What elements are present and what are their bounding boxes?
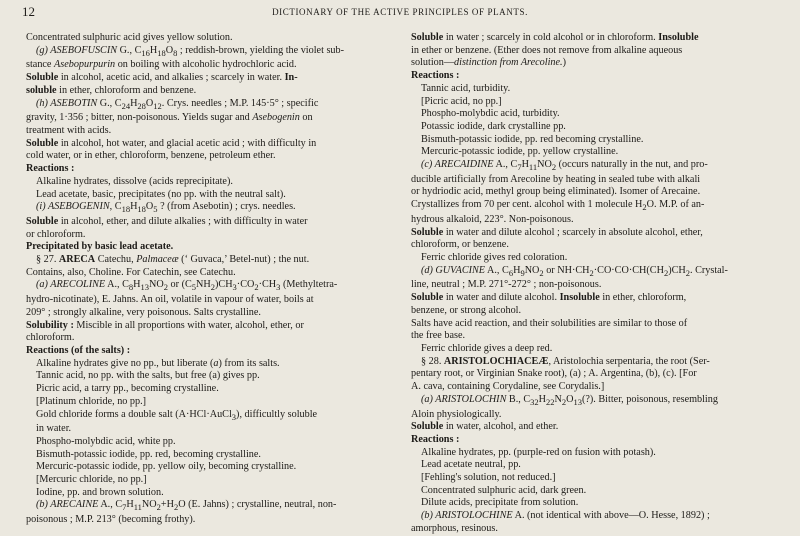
text-line: or chloroform. [26, 228, 86, 240]
entry-heading: (i) ASEBOGENIN, $C_{18}H_{18}O_5$ ? (from Asebotin) ; crys. needles. [36, 201, 296, 215]
text-line: Picric acid, a tarry pp., becoming crystalline. [36, 383, 219, 395]
text-line: [Mercuric chloride, no pp.] [36, 474, 147, 486]
text-line: Soluble in water, alcohol, and ether. [411, 421, 559, 433]
entry-heading: (g) ASEBOFUSCIN G., $C_{16}H_{18}O_8$ ; reddish-brown, yielding the violet sub- [36, 44, 344, 58]
text-line: stance Asebopurpurin on boiling with alcoholic hydrochloric acid. [26, 59, 297, 71]
text-line: Solubility : Miscible in all proportions with water, alcohol, ether, or [26, 319, 304, 331]
text-line: treatment with acids. [26, 124, 112, 136]
text-line: [Fehling's solution, not reduced.] [421, 472, 556, 484]
text-line: line, neutral ; M.P. 271°-272° ; non-poisonous. [411, 279, 602, 291]
entry-heading: (b) ARECAINE A., $C_7H_{11}NO_2+H_2O$ (E. Jahns) ; crystalline, neutral, non- [36, 499, 337, 513]
text-line: Tannic acid, no pp. with the salts, but free (a) gives pp. [36, 370, 260, 382]
text-line: Mercuric-potassic iodide, pp. yellow crystalline. [421, 146, 619, 158]
section-label: Reactions (of the salts) : [26, 345, 131, 356]
section-label: Precipitated by basic lead acetate. [26, 241, 174, 253]
text-line: Lead acetate neutral, pp. [421, 459, 521, 471]
text-line: Soluble in alcohol, ether, and dilute alkalies ; with difficulty in water [26, 215, 308, 227]
text-line: in ether or benzene. (Ether does not remove from alkaline aqueous [411, 44, 683, 56]
entry-heading: (c) ARECAIDINE A., $C_7H_{11}NO_2$ (occurs naturally in the nut, and pro- [421, 159, 708, 173]
text-line: Bismuth-potassic iodide, pp. red, becoming crystalline. [36, 448, 261, 460]
text-line: A. cava, containing Corydaline, see Corydalis.] [411, 381, 605, 393]
text-line: Potassic iodide, dark crystalline pp. [421, 120, 566, 132]
left-column [26, 32, 398, 527]
section-label: Reactions : [26, 163, 75, 175]
entry-heading: (d) GUVACINE A., $C_6H_9NO_2$ or $NH\cdot CH_2\cdot CO\cdot CO\cdot CH(CH_2)CH_2$. Crystal- [421, 264, 728, 278]
entry-heading: (a) ARISTOLOCHIN B., $C_{32}H_{22}N_2O_{13}(?)$. Bitter, poisonous, resembling [421, 393, 718, 407]
text-line: poisonous ; M.P. 213° (becoming frothy). [26, 514, 196, 526]
text-line: benzene, or strong alcohol. [411, 304, 522, 316]
text-line: Bismuth-potassic iodide, pp. red becoming crystalline. [421, 133, 644, 145]
text-line: Salts have acid reaction, and their solubilities are similar to those of [411, 317, 688, 329]
text-line: Crystallizes from 70 per cent. alcohol with 1 molecule $H_2O$. M.P. of an- [411, 199, 705, 213]
text-line: hydrous alkaloid, 223°. Non-poisonous. [411, 213, 574, 225]
text-line: Alkaline hydrates give no pp., but liberate (a) from its salts. [36, 357, 280, 369]
text-line: Lead acetate, basic, precipitates (no pp. with the neutral salt). [36, 188, 286, 200]
text-line: Soluble in water and dilute alcohol ; scarcely in absolute alcohol, ether, [411, 226, 703, 238]
text-line: 209° ; strongly alkaline, very poisonous. Salts crystalline. [26, 306, 261, 318]
text-line: Soluble in water and dilute alcohol. Insoluble in ether, chloroform, [411, 292, 687, 304]
text-line: [Platinum chloride, no pp.] [36, 395, 147, 407]
text-line: the free base. [411, 330, 466, 342]
page-header [0, 0, 800, 26]
text-line: Soluble in water ; scarcely in cold alcohol or in chloroform. Insoluble [411, 32, 699, 43]
text-line: Tannic acid, turbidity. [421, 82, 511, 94]
text-line: pentary root, or Virginian Snake root), (a) ; A. Argentina, (b), (c). [For [411, 368, 697, 380]
text-line: Soluble in alcohol, acetic acid, and alkalies ; scarcely in water. In- [26, 72, 298, 84]
text-line: Concentrated sulphuric acid gives yellow solution. [26, 32, 233, 43]
running-head: DICTIONARY OF THE ACTIVE PRINCIPLES OF PLANTS. [272, 7, 528, 17]
entry-heading: (b) ARISTOLOCHINE A. (not identical with above—O. Hesse, 1892) ; [421, 510, 710, 522]
text-line: Phospho-molybdic acid, turbidity. [421, 108, 560, 120]
section-heading: § 27. ARECA Catechu, Palmaceæ (‘ Guvaca,’ Betel-nut) ; the nut. [36, 254, 310, 266]
text-line: chloroform, or benzene. [411, 239, 509, 251]
right-column [411, 32, 785, 536]
entry-heading: (h) ASEBOTIN G., $C_{24}H_{28}O_{12}$. Crys. needles ; M.P. 145·5° ; specific [36, 97, 319, 111]
page-number: 12 [22, 4, 35, 19]
text-line: [Picric acid, no pp.] [421, 95, 502, 107]
text-line: soluble in ether, chloroform and benzene. [26, 84, 197, 96]
section-label: Reactions : [411, 433, 460, 445]
text-line: Mercuric-potassic iodide, pp. yellow oily, becoming crystalline. [36, 461, 297, 473]
entry-heading: (a) ARECOLINE A., $C_8H_{13}NO_2$ or $(C_5NH_2)CH_3\cdot CO_2\cdot CH_3$ (Methyltetra- [36, 279, 338, 293]
text-line: Aloin physiologically. [411, 408, 502, 420]
text-line: Ferric chloride gives a deep red. [421, 342, 553, 354]
section-heading: § 28. ARISTOLOCHIACEÆ, Aristolochia serpentaria, the root (Ser- [421, 355, 710, 367]
text-line: ducible artificially from Arecoline by heating in sealed tube with alkali [411, 173, 701, 185]
text-line: Contains, also, Choline. For Catechin, see Catechu. [26, 266, 236, 278]
text-line: Alkaline hydrates, dissolve (acids reprecipitate). [36, 175, 233, 187]
text-line: Concentrated sulphuric acid, dark green. [421, 484, 587, 496]
text-line: Phospho-molybdic acid, white pp. [36, 435, 176, 447]
text-line: hydro-nicotinate), E. Jahns. An oil, volatile in vapour of water, boils at [26, 294, 314, 306]
section-label: Reactions : [411, 70, 460, 82]
text-line: Iodine, pp. and brown solution. [36, 486, 164, 498]
text-line: Dilute acids, precipitate from solution. [421, 497, 579, 509]
text-line: chloroform. [26, 332, 75, 344]
text-line: Soluble in alcohol, hot water, and glacial acetic acid ; with difficulty in [26, 137, 317, 149]
text-line: Alkaline hydrates, pp. (purple-red on fusion with potash). [421, 446, 656, 458]
text-line: cold water, or in ether, chloroform, benzene, petroleum ether. [26, 150, 276, 162]
text-line: Ferric chloride gives red coloration. [421, 252, 568, 264]
text-line: solution—distinction from Arecoline.) [411, 57, 566, 69]
text-line: in water. [36, 423, 72, 435]
text-line: Gold chloride forms a double salt (A·HCl·AuCl$_3$), difficultly soluble [36, 408, 318, 422]
text-line: gravity, 1·356 ; bitter, non-poisonous. Yields sugar and Asebogenin on [26, 112, 313, 124]
text-line: or hydriodic acid, methyl group being eliminated). Isomer of Arecaine. [411, 186, 701, 198]
text-line: amorphous, resinous. [411, 522, 498, 534]
